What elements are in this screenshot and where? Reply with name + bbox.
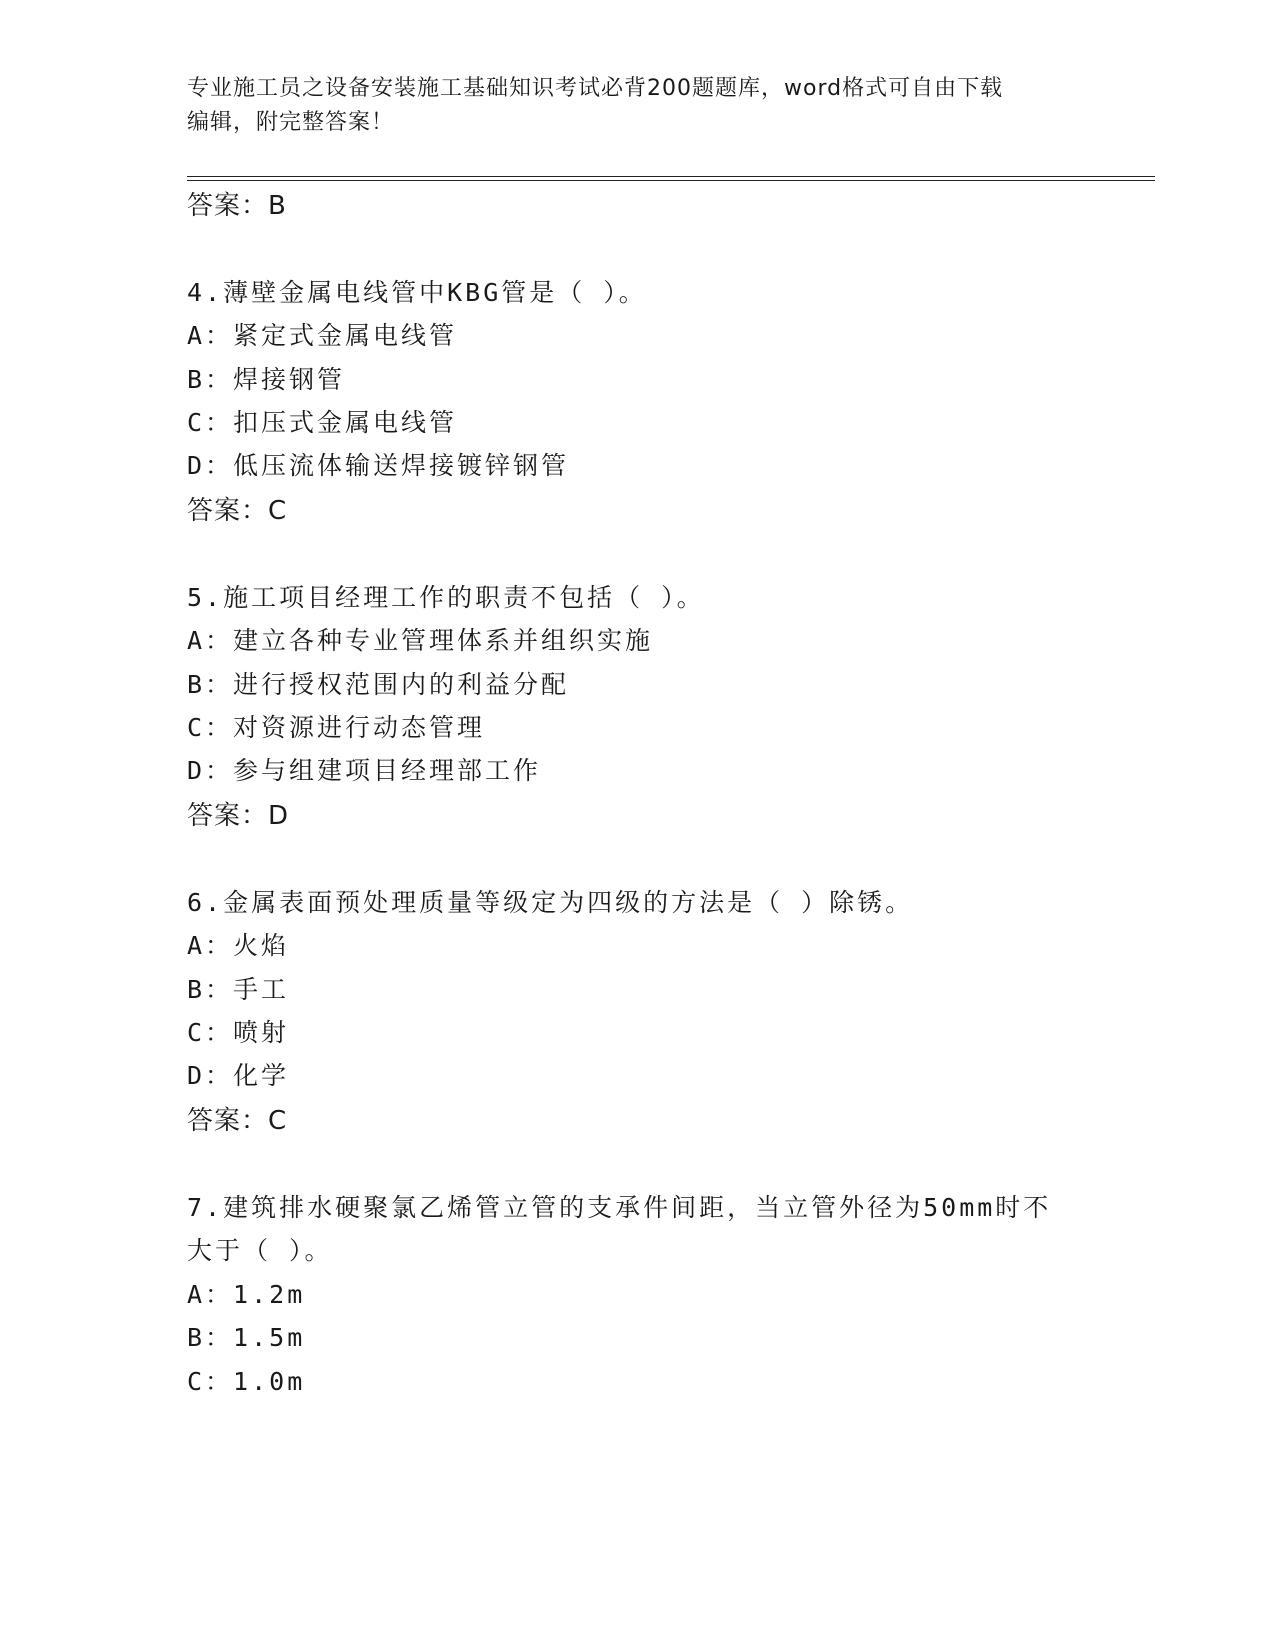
option-d: D：化学 (187, 1061, 290, 1090)
question-stem: 5.施工项目经理工作的职责不包括（ ）。 (187, 583, 705, 612)
option-c: C：对资源进行动态管理 (187, 713, 486, 742)
option-c: C：喷射 (187, 1018, 290, 1047)
header-line-1: 专业施工员之设备安装施工基础知识考试必背200题题库，word格式可自由下载 (187, 76, 1004, 101)
header-divider (187, 176, 1155, 181)
option-a: A：火焰 (187, 931, 290, 960)
answer-line: 答案：D (187, 801, 290, 831)
answer-line: 答案：C (187, 496, 288, 526)
question-stem-line-1: 7.建筑排水硬聚氯乙烯管立管的支承件间距，当立管外径为50mm时不 (187, 1193, 1052, 1222)
option-a: A：紧定式金属电线管 (187, 321, 458, 350)
option-c: C：1.0m (187, 1367, 306, 1396)
answer-line: 答案：B (187, 191, 287, 221)
option-d: D：参与组建项目经理部工作 (187, 756, 542, 785)
option-b: B：1.5m (187, 1323, 306, 1352)
question-stem: 6.金属表面预处理质量等级定为四级的方法是（ ）除锈。 (187, 888, 914, 917)
question-stem: 4.薄壁金属电线管中KBG管是（ ）。 (187, 278, 647, 307)
option-b: B：手工 (187, 975, 290, 1004)
option-b: B：焊接钢管 (187, 365, 346, 394)
option-c: C：扣压式金属电线管 (187, 408, 458, 437)
document-header (187, 72, 1087, 140)
header-line-2: 编辑，附完整答案！ (187, 110, 395, 135)
option-b: B：进行授权范围内的利益分配 (187, 670, 570, 699)
answer-line: 答案：C (187, 1106, 288, 1136)
option-a: A：建立各种专业管理体系并组织实施 (187, 626, 654, 655)
option-d: D：低压流体输送焊接镀锌钢管 (187, 451, 570, 480)
option-a: A：1.2m (187, 1280, 306, 1309)
question-stem-line-2: 大于（ ）。 (187, 1236, 333, 1265)
